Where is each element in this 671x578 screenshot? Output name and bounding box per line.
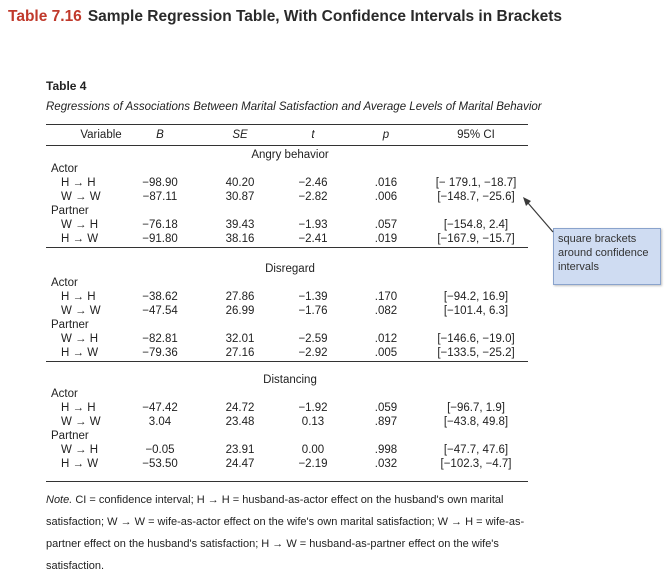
cell-p: .998 xyxy=(374,444,398,456)
row-variable: W → H xyxy=(61,333,99,345)
book-table-title xyxy=(8,8,562,26)
cell-ci: [−154.8, 2.4] xyxy=(443,219,509,231)
column-header: t xyxy=(311,129,315,141)
row-variable: W → W xyxy=(61,305,101,317)
cell-ci: [−47.7, 47.6] xyxy=(443,444,509,456)
group-label: Actor xyxy=(51,388,78,400)
cell-se: 27.16 xyxy=(225,347,255,359)
cell-b: −38.62 xyxy=(142,291,178,303)
cell-p: .019 xyxy=(374,233,398,245)
callout-annotation: square brackets around confidence intervals xyxy=(553,228,661,285)
cell-se: 32.01 xyxy=(225,333,255,345)
cell-ci: [−146.6, −19.0] xyxy=(437,333,515,345)
row-variable: H → H xyxy=(61,291,96,303)
cell-se: 27.86 xyxy=(225,291,255,303)
cell-b: −47.54 xyxy=(142,305,178,317)
cell-t: 0.00 xyxy=(301,444,325,456)
cell-t: −2.59 xyxy=(298,333,328,345)
row-variable: H → W xyxy=(61,458,99,470)
cell-ci: [−148.7, −25.6] xyxy=(437,191,515,203)
cell-b: −76.18 xyxy=(142,219,178,231)
row-variable: W → W xyxy=(61,416,101,428)
table-note xyxy=(46,489,546,577)
cell-t: −2.19 xyxy=(298,458,328,470)
cell-se: 39.43 xyxy=(225,219,255,231)
note-text: CI = confidence interval; H → H = husband-as-actor effect on the husband's own marital satisfaction; W → W = wife-as-actor effect on the wife's own marital satisfaction; W → H = wife-as-partner effect on the husband's satisfaction; H → W = husband-as-partner effect on the wife's satisfaction. xyxy=(46,494,525,572)
cell-se: 23.91 xyxy=(225,444,255,456)
cell-b: −47.42 xyxy=(142,402,178,414)
row-variable: H → H xyxy=(61,402,96,414)
cell-t: −1.92 xyxy=(298,402,328,414)
cell-b: −0.05 xyxy=(145,444,175,456)
cell-p: .059 xyxy=(374,402,398,414)
column-header: p xyxy=(382,129,390,141)
column-header: 95% CI xyxy=(457,129,495,141)
section-title: Disregard xyxy=(265,263,315,275)
cell-t: −2.46 xyxy=(298,177,328,189)
cell-p: .005 xyxy=(374,347,398,359)
book-table-title-text: Sample Regression Table, With Confidence Intervals in Brackets xyxy=(87,8,562,25)
section-title: Angry behavior xyxy=(251,149,329,161)
cell-b: −87.11 xyxy=(142,191,178,203)
cell-t: −2.41 xyxy=(298,233,328,245)
cell-b: −53.50 xyxy=(142,458,178,470)
cell-t: 0.13 xyxy=(301,416,325,428)
column-header: B xyxy=(156,129,164,141)
row-variable: H → H xyxy=(61,177,96,189)
group-label: Actor xyxy=(51,277,78,289)
cell-se: 24.72 xyxy=(225,402,255,414)
cell-se: 30.87 xyxy=(225,191,255,203)
cell-se: 23.48 xyxy=(225,416,255,428)
cell-ci: [−133.5, −25.2] xyxy=(437,347,515,359)
group-label: Partner xyxy=(51,205,89,217)
table-rule xyxy=(46,145,528,146)
cell-p: .016 xyxy=(374,177,398,189)
section-title: Distancing xyxy=(263,374,317,386)
cell-t: −2.92 xyxy=(298,347,328,359)
cell-p: .006 xyxy=(374,191,398,203)
cell-t: −1.76 xyxy=(298,305,328,317)
cell-p: .082 xyxy=(374,305,398,317)
cell-se: 40.20 xyxy=(225,177,255,189)
table-caption: Regressions of Associations Between Marital Satisfaction and Average Levels of Marital Behavior xyxy=(46,101,542,113)
cell-ci: [−167.9, −15.7] xyxy=(437,233,515,245)
cell-t: −2.82 xyxy=(298,191,328,203)
column-header: SE xyxy=(232,129,248,141)
cell-ci: [− 179.1, −18.7] xyxy=(435,177,517,189)
cell-p: .897 xyxy=(374,416,398,428)
note-lead: Note. xyxy=(46,494,73,506)
table-label: Table 4 xyxy=(46,79,87,93)
cell-t: −1.39 xyxy=(298,291,328,303)
column-header: Variable xyxy=(80,129,122,141)
cell-p: .170 xyxy=(374,291,398,303)
cell-se: 24.47 xyxy=(225,458,255,470)
row-variable: H → W xyxy=(61,233,99,245)
row-variable: W → H xyxy=(61,219,99,231)
cell-ci: [−43.8, 49.8] xyxy=(443,416,509,428)
cell-t: −1.93 xyxy=(298,219,328,231)
cell-p: .032 xyxy=(374,458,398,470)
cell-ci: [−94.2, 16.9] xyxy=(443,291,509,303)
cell-se: 38.16 xyxy=(225,233,255,245)
cell-ci: [−102.3, −4.7] xyxy=(440,458,512,470)
cell-ci: [−101.4, 6.3] xyxy=(443,305,509,317)
cell-b: −91.80 xyxy=(142,233,178,245)
book-table-number: Table 7.16 xyxy=(8,8,82,25)
group-label: Partner xyxy=(51,319,89,331)
cell-p: .057 xyxy=(374,219,398,231)
cell-b: −82.81 xyxy=(142,333,178,345)
cell-ci: [−96.7, 1.9] xyxy=(447,402,505,414)
group-label: Partner xyxy=(51,430,89,442)
group-label: Actor xyxy=(51,163,78,175)
row-variable: W → W xyxy=(61,191,101,203)
row-variable: W → H xyxy=(61,444,99,456)
row-variable: H → W xyxy=(61,347,99,359)
cell-p: .012 xyxy=(374,333,398,345)
table-rule xyxy=(46,247,528,248)
cell-b: −98.90 xyxy=(142,177,178,189)
table-rule xyxy=(46,361,528,362)
cell-b: −79.36 xyxy=(142,347,178,359)
table-rule xyxy=(46,124,528,125)
table-rule xyxy=(46,481,528,482)
cell-se: 26.99 xyxy=(225,305,255,317)
cell-b: 3.04 xyxy=(148,416,172,428)
